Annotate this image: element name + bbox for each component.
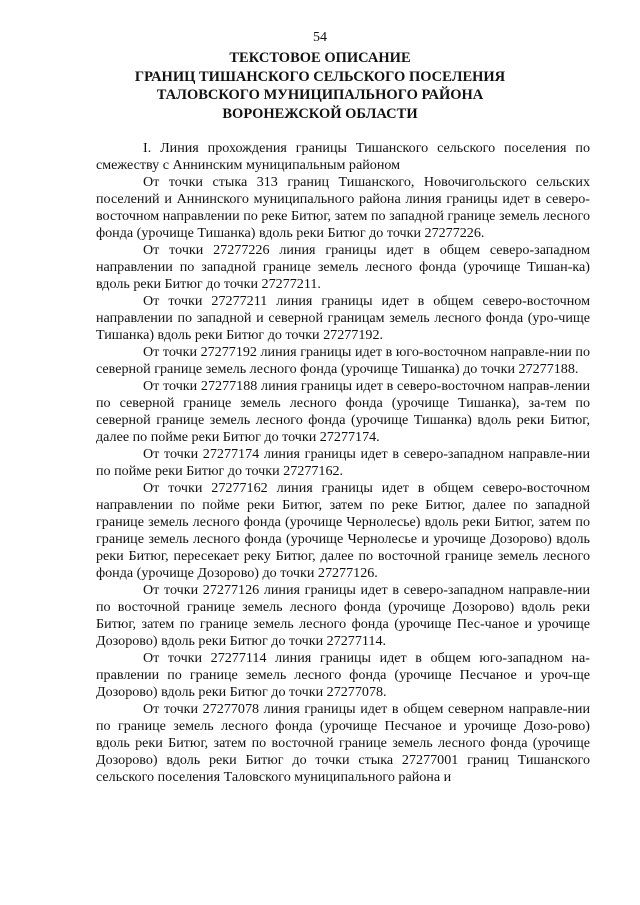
document-body (96, 140, 590, 786)
title-line: ГРАНИЦ ТИШАНСКОГО СЕЛЬСКОГО ПОСЕЛЕНИЯ (134, 68, 506, 85)
body-paragraph: От точки стыка 313 границ Тишанского, Новочигольского сельских поселений и Аннинского муниципального района линия границы идет в северо-восточном направлении по реке Битюг, затем по западной границе земель лесного фонда (урочище Тишанка) вдоль реки Битюг до точки 27277226. (96, 174, 590, 241)
title-line: ВОРОНЕЖСКОЙ ОБЛАСТИ (222, 105, 418, 122)
title-line: ТАЛОВСКОГО МУНИЦИПАЛЬНОГО РАЙОНА (156, 87, 484, 103)
body-paragraph: От точки 27277162 линия границы идет в общем северо-восточном направлении по пойме реки Битюг, затем по реке Битюг, далее по западной границе земель лесного фонда (урочище Чернолесье) вдоль реки Битюг, затем по границе земель лесного фонда (урочище Чернолесье и урочище Дозорово) вдоль реки Битюг, пересекает реку Битюг, далее по восточной границе земель лесного фонда (урочище Дозорово) до точки 27277126. (96, 480, 590, 581)
body-paragraph: От точки 27277174 линия границы идет в северо-западном направле-нии по пойме реки Битюг до точки 27277162. (96, 446, 590, 479)
body-paragraph: От точки 27277188 линия границы идет в северо-восточном направ-лении по северной границе земель лесного фонда (урочище Тишанка), за-тем по северной границе земель лесного фонда (урочище Тишанка) вдоль реки Битюг, далее по пойме реки Битюг до точки 27277174. (96, 378, 590, 445)
body-paragraph: От точки 27277078 линия границы идет в общем северном направле-нии по границе земель лесного фонда (урочище Песчаное и урочище Дозо-рово) вдоль реки Битюг, затем по восточной границе земель лесного фонда (урочище Дозорово) вдоль реки Битюг до точки стыка 27277001 границ Тишанского сельского поселения Таловского муниципального района и (96, 701, 590, 785)
body-paragraph: От точки 27277211 линия границы идет в общем северо-восточном направлении по западной и северной границам земель лесного фонда (уро-чище Тишанка) вдоль реки Битюг до точки 27277192. (96, 293, 590, 343)
section-heading-paragraph: I. Линия прохождения границы Тишанского сельского поселения по смежеству с Аннинским муниципальным районом (96, 140, 590, 173)
page-number: 54 (313, 30, 327, 45)
body-paragraph: От точки 27277192 линия границы идет в юго-восточном направле-нии по северной границе земель лесного фонда (урочище Тишанка) до точки 27277188. (96, 344, 590, 377)
document-title (40, 49, 600, 123)
body-paragraph: От точки 27277114 линия границы идет в общем юго-западном на-правлении по границе земель лесного фонда (урочище Песчаное и уроч-ще Дозорово) вдоль реки Битюг до точки 27277078. (96, 650, 590, 700)
title-line: ТЕКСТОВОЕ ОПИСАНИЕ (229, 50, 411, 66)
body-paragraph: От точки 27277126 линия границы идет в северо-западном направле-нии по восточной границе земель лесного фонда (урочище Дозорово) вдоль реки Битюг, затем по границе земель лесного фонда (урочище Пес-чаное и урочище Дозорово) вдоль реки Битюг до точки 27277114. (96, 582, 590, 649)
body-paragraph: От точки 27277226 линия границы идет в общем северо-западном направлении по западной границе земель лесного фонда (урочище Тишан-ка) вдоль реки Битюг до точки 27277211. (96, 242, 590, 292)
